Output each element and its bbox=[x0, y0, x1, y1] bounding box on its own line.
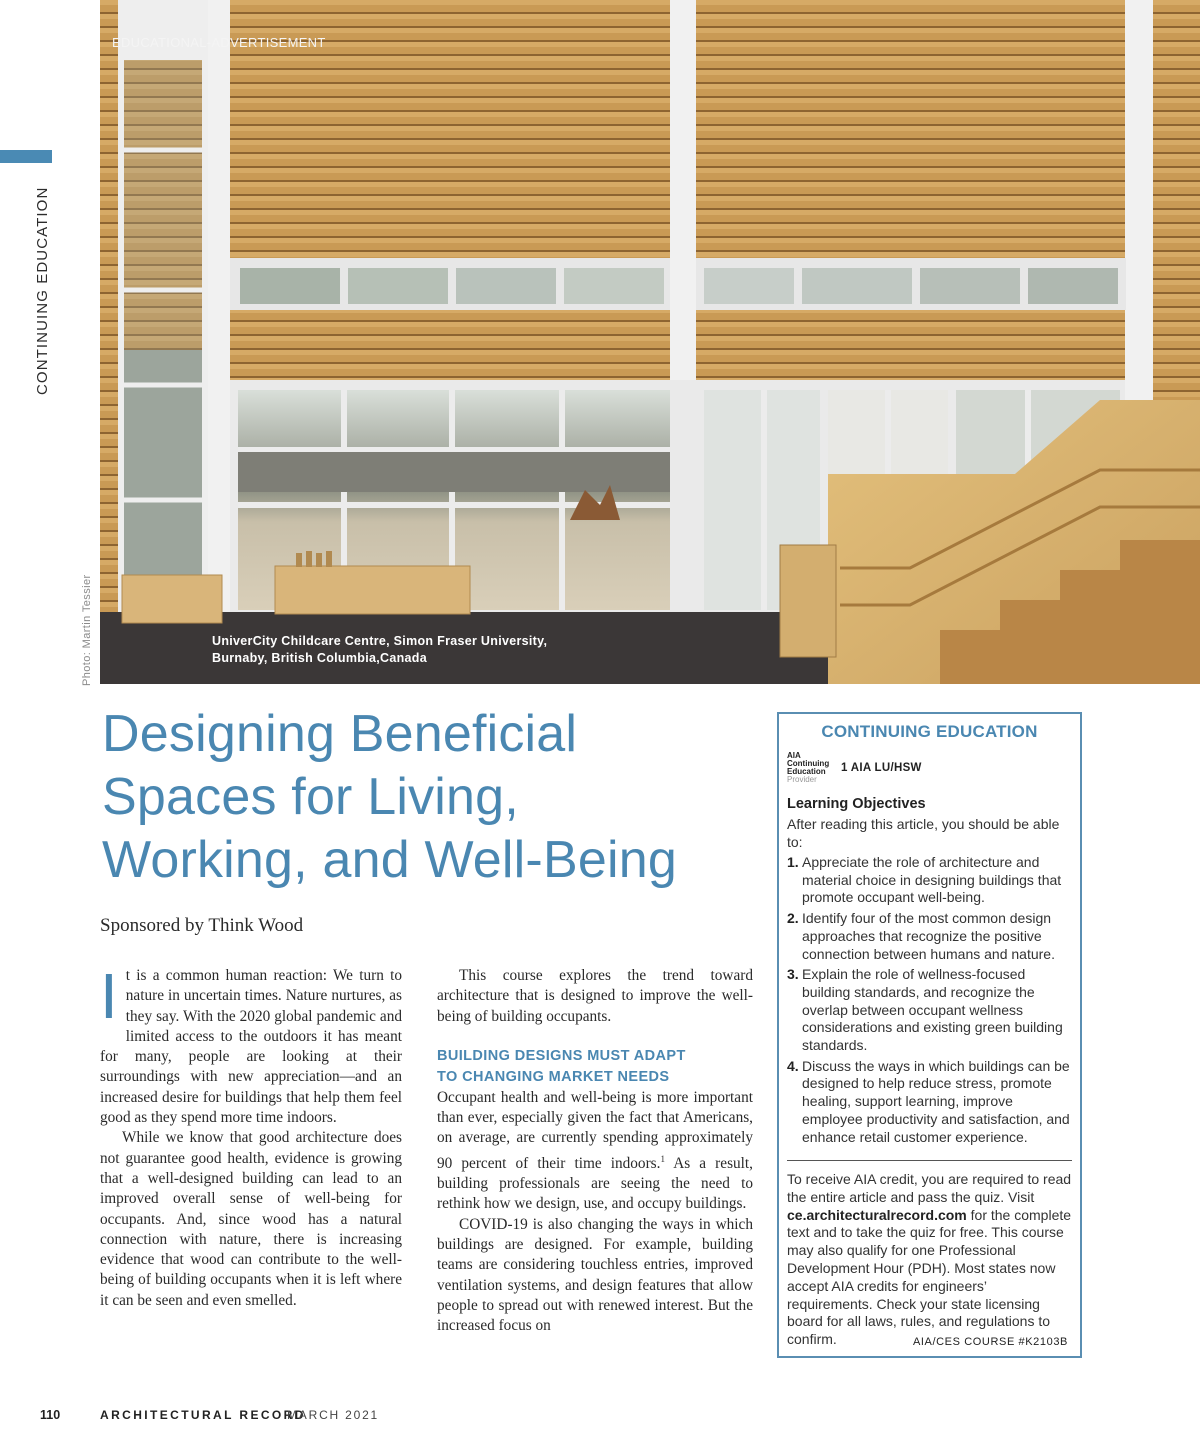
photo-credit bbox=[80, 570, 94, 686]
magazine-name: ARCHITECTURAL RECORD bbox=[100, 1408, 306, 1422]
paragraph-intro bbox=[100, 960, 402, 1128]
paragraph-3: This course explores the trend toward architecture that is designed to improve the well-being of building occupants. bbox=[437, 967, 753, 1025]
divider bbox=[787, 1160, 1072, 1161]
photo-caption-line-1: UniverCity Childcare Centre, Simon Fraser University, bbox=[212, 634, 548, 648]
learning-objectives-list bbox=[787, 854, 1072, 1149]
photo-credit-text: Photo: Martin Tessier bbox=[81, 574, 93, 686]
aia-provider-logo bbox=[787, 752, 829, 784]
paragraph-4-text-a: Occupant health and well-being is more important than ever, especially given the fact that Americans, on average, are currently spending approximately 90 percent of their time indoors. bbox=[437, 1088, 753, 1172]
objective-text: Identify four of the most common design approaches that recognize the positive connection between humans and nature. bbox=[802, 910, 1055, 962]
paragraph-intro-text: t is a common human reaction: We turn to nature in uncertain times. Nature nurtures, as they say. With the 2020 global pandemic and limited access to the outdoors it has meant for many, people are looking at their surroundings with new appreciation—and an increased desire for buildings that help them feel good as they spend more time indoors. bbox=[100, 967, 402, 1127]
section-marker-bar bbox=[0, 150, 52, 163]
ce-box-title: CONTINUING EDUCATION bbox=[821, 722, 1038, 741]
drop-cap: I bbox=[100, 960, 118, 1032]
credit-text-b: for the complete text and to take the quiz for free. This course may also qualify for one Professional Development Hour (PDH). Most states now accept AIA credits for engineers’ requirements. Check your state licensing board for all laws, rules, and regulations to confirm. bbox=[787, 1206, 1072, 1348]
section-label-text: CONTINUING EDUCATION bbox=[34, 186, 51, 395]
aia-logo-line-1: AIA bbox=[787, 751, 801, 760]
objective-number: 1. bbox=[787, 854, 799, 870]
aia-logo-line-3: Education bbox=[787, 767, 826, 776]
footnote-ref: 1 bbox=[660, 1153, 665, 1164]
title-line-3: Working, and Well-Being bbox=[102, 831, 677, 889]
objective-item bbox=[787, 910, 1072, 963]
title-line-1: Designing Beneficial bbox=[102, 705, 578, 763]
section-label bbox=[30, 170, 56, 395]
hero-photo bbox=[100, 0, 1200, 684]
body-column-2 bbox=[437, 966, 753, 1337]
article-title bbox=[102, 703, 742, 892]
aia-credit-hours: 1 AIA LU/HSW bbox=[841, 762, 922, 774]
credit-text-a: To receive AIA credit, you are required to read the entire article and pass the quiz. Visit bbox=[787, 1171, 1072, 1205]
learning-objectives-heading: Learning Objectives bbox=[787, 796, 926, 812]
aia-logo-line-2: Continuing bbox=[787, 759, 830, 768]
learning-objectives-intro: After reading this article, you should be able to: bbox=[787, 816, 1060, 850]
subhead-line-2: TO CHANGING MARKET NEEDS bbox=[437, 1068, 670, 1085]
issue-date: MARCH 2021 bbox=[287, 1408, 380, 1422]
objective-item bbox=[787, 966, 1072, 1055]
objective-text: Explain the role of wellness-focused building standards, and recognize the overlap between occupant wellness considerations and existing green building standards. bbox=[802, 966, 1063, 1054]
advertisement-label: EDUCATIONAL-ADVERTISEMENT bbox=[112, 35, 326, 50]
objective-number: 4. bbox=[787, 1057, 799, 1074]
ce-website-link[interactable]: ce.architecturalrecord.com bbox=[787, 1206, 967, 1223]
objective-number: 2. bbox=[787, 910, 799, 927]
paragraph-2: While we know that good architecture does not guarantee good health, evidence is growing that a well-designed building can lead to an improved overall sense of well-being for occupants. And, since wood has a natural connection with nature, there is increasing evidence that wood can contribute to the well-being of building occupants when it is left where it can be seen and even smelled. bbox=[100, 1129, 402, 1309]
course-number: AIA/CES COURSE #K2103B bbox=[912, 1336, 1068, 1348]
paragraph-4-text-b: As a result, building professionals are seeing the need to rethink how we design, use, and occupy buildings. bbox=[437, 1154, 753, 1213]
objective-number: 3. bbox=[787, 966, 799, 983]
sponsor-line: Sponsored by Think Wood bbox=[100, 915, 304, 936]
section-subhead bbox=[437, 1046, 753, 1088]
photo-caption bbox=[212, 633, 547, 667]
objective-text: Discuss the ways in which buildings can be designed to help reduce stress, promote healing, support learning, improve employee productivity and satisfaction, and enhance retail customer experience. bbox=[802, 1057, 1070, 1145]
aia-logo-line-4: Provider bbox=[787, 775, 817, 784]
subhead-line-1: BUILDING DESIGNS MUST ADAPT bbox=[437, 1047, 686, 1064]
paragraph-5: COVID-19 is also changing the ways in which buildings are designed. For example, building teams are considering touchless entries, improved ventilation systems, and design features that allow people to spread out with renewed interest. But the increased focus on bbox=[437, 1215, 753, 1335]
body-column-1 bbox=[100, 960, 402, 1311]
photo-caption-line-2: Burnaby, British Columbia,Canada bbox=[212, 651, 427, 665]
credit-instructions bbox=[787, 1171, 1073, 1349]
objective-text: Appreciate the role of architecture and material choice in designing buildings that promote occupant well-being. bbox=[802, 854, 1062, 906]
page-number: 110 bbox=[40, 1408, 61, 1422]
objective-item bbox=[787, 1058, 1072, 1147]
interior-illustration bbox=[100, 0, 1200, 684]
continuing-education-box bbox=[777, 712, 1082, 1358]
paragraph-4 bbox=[437, 1088, 753, 1215]
title-line-2: Spaces for Living, bbox=[102, 768, 519, 826]
objective-item bbox=[787, 854, 1072, 907]
